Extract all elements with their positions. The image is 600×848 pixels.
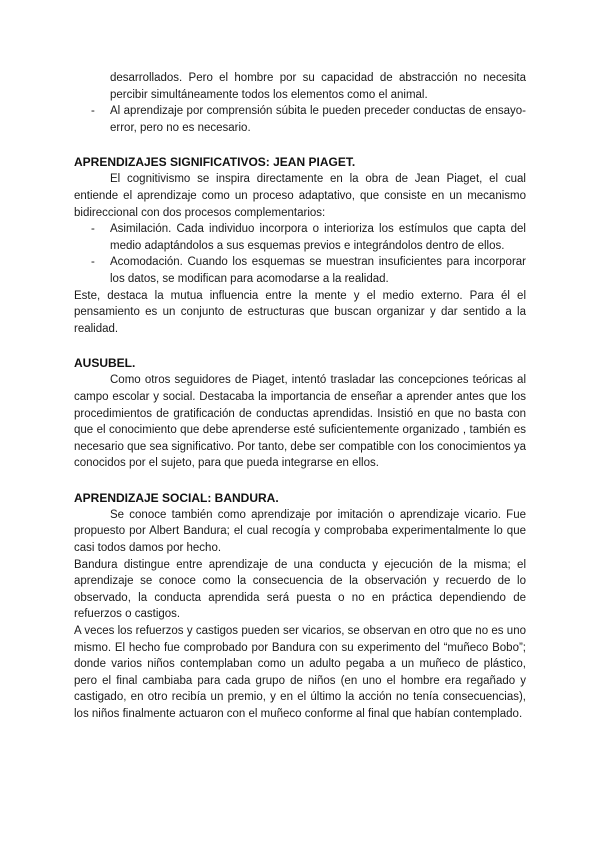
bandura-paragraph-3: A veces los refuerzos y castigos pueden ser vicarios, se observan en otro que no es uno mismo. El hecho fue comprobado por Bandura con su experimento del “muñeco Bobo”; donde varios niños contemplaban como un adulto pegaba a un muñeco de plástico, pero el final cambiaba para cada grupo de niños (en uno el hombre era regañado y castigado, en otro recibía un premio, y en el último la acción no tenía consecuencias), los niños finalmente actuaron con el muñeco conforme al final que habían contemplado. (74, 625, 526, 720)
piaget-paragraph-2: Este, destaca la mutua influencia entre la mente y el medio externo. Para él el pensamiento es un conjunto de estructuras que buscan organizar y dar sentido a la realidad. (74, 289, 526, 335)
bullet-marker: - (91, 223, 95, 236)
list-item-text: Acomodación. Cuando los esquemas se muestran insuficientes para incorporar los datos, se modifican para acomodarse a la realidad. (110, 256, 526, 285)
bandura-paragraph-2: Bandura distingue entre aprendizaje de una conducta y ejecución de la misma; el aprendizaje se conoce como la consecuencia de la observación y recuerdo de lo observado, la conducta aprendida será puesta o no en práctica dependiendo de refuerzos o castigos. (74, 558, 526, 621)
section-heading-bandura: APRENDIZAJE SOCIAL: BANDURA. (74, 490, 279, 505)
piaget-paragraph-1: El cognitivismo se inspira directamente en la obra de Jean Piaget, el cual entiende el aprendizaje como un proceso adaptativo, que consiste en un mecanismo bidireccional con dos procesos complementarios: (74, 173, 526, 219)
ausubel-paragraph-1: Como otros seguidores de Piaget, intentó trasladar las concepciones teóricas al campo escolar y social. Destacaba la importancia de enseñar a aprender antes que los procedimientos de gratificación de conductas aprendidas. Insistió en que no basta con que el conocimiento que debe aprenderse esté suficientemente organizado , también es necesario que sea significativo. Por tanto, debe ser compatible con los conocimientos ya conocidos por el sujeto, para que pueda integrarse en ellos. (74, 374, 526, 470)
page-content (74, 70, 526, 723)
section-heading-piaget: APRENDIZAJES SIGNIFICATIVOS: JEAN PIAGET. (74, 155, 356, 170)
list-item (74, 221, 526, 254)
intro-continuation: desarrollados. Pero el hombre por su capacidad de abstracción no necesita percibir simultáneamente todos los elementos como el animal. (110, 72, 526, 101)
list-item-text: Al aprendizaje por comprensión súbita le pueden preceder conductas de ensayo-error, pero no es necesario. (110, 105, 526, 134)
intro-bullet-list (74, 103, 526, 136)
bullet-marker: - (91, 105, 95, 118)
section-heading-ausubel: AUSUBEL. (74, 356, 136, 371)
list-item-text: Asimilación. Cada individuo incorpora o interioriza los estímulos que capta del medio adaptándolos a sus esquemas previos e integrándolos dentro de ellos. (110, 223, 526, 252)
list-item (74, 103, 526, 136)
bandura-paragraph-1: Se conoce también como aprendizaje por imitación o aprendizaje vicario. Fue propuesto por Albert Bandura; el cual recogía y comprobaba experimentalmente lo que casi todos damos por hecho. (74, 508, 526, 555)
piaget-bullet-list (74, 221, 526, 287)
bullet-marker: - (91, 256, 95, 269)
list-item (74, 254, 526, 287)
